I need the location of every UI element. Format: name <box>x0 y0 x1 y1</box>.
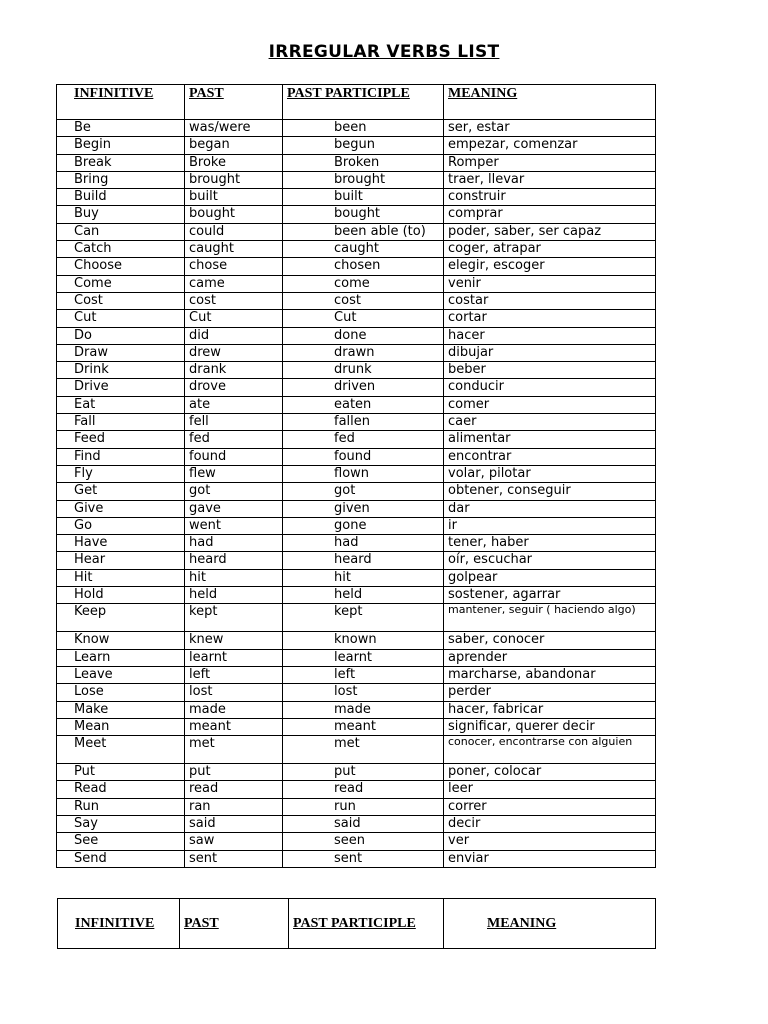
past-cell: came <box>185 275 283 292</box>
infinitive-cell: Put <box>57 764 185 781</box>
meaning-cell: ser, estar <box>444 120 656 137</box>
infinitive-cell: Eat <box>57 396 185 413</box>
page-title: IRREGULAR VERBS LIST <box>268 42 500 62</box>
meaning-cell: obtener, conseguir <box>444 483 656 500</box>
infinitive-cell: Fly <box>57 465 185 482</box>
table-header-row <box>57 85 656 120</box>
past-participle-cell: begun <box>283 137 444 154</box>
second-verbs-table-header <box>57 898 656 949</box>
meaning-cell: hacer <box>444 327 656 344</box>
past-cell: had <box>185 535 283 552</box>
past-cell: chose <box>185 258 283 275</box>
meaning-cell: caer <box>444 414 656 431</box>
table-row <box>57 292 656 309</box>
past-cell: knew <box>185 632 283 649</box>
infinitive-cell: Can <box>57 223 185 240</box>
meaning-cell: golpear <box>444 569 656 586</box>
past-participle-cell: been <box>283 120 444 137</box>
infinitive-cell: Catch <box>57 241 185 258</box>
table-row <box>57 517 656 534</box>
second-header-meaning: MEANING <box>444 899 656 949</box>
past-participle-cell: held <box>283 587 444 604</box>
infinitive-cell: Cut <box>57 310 185 327</box>
meaning-cell: cortar <box>444 310 656 327</box>
meaning-cell: saber, conocer <box>444 632 656 649</box>
past-participle-cell: put <box>283 764 444 781</box>
meaning-cell: poder, saber, ser capaz <box>444 223 656 240</box>
infinitive-cell: Meet <box>57 736 185 764</box>
table-row <box>57 552 656 569</box>
infinitive-cell: Build <box>57 189 185 206</box>
past-cell: said <box>185 815 283 832</box>
table-row <box>57 569 656 586</box>
past-participle-cell: meant <box>283 718 444 735</box>
infinitive-cell: Begin <box>57 137 185 154</box>
table-row <box>57 171 656 188</box>
past-participle-cell: brought <box>283 171 444 188</box>
infinitive-cell: Find <box>57 448 185 465</box>
table-row <box>57 137 656 154</box>
infinitive-cell: Hit <box>57 569 185 586</box>
table-row <box>57 120 656 137</box>
past-participle-cell: lost <box>283 684 444 701</box>
infinitive-cell: Be <box>57 120 185 137</box>
infinitive-cell: Feed <box>57 431 185 448</box>
past-cell: ate <box>185 396 283 413</box>
past-cell: learnt <box>185 649 283 666</box>
past-cell: began <box>185 137 283 154</box>
past-cell: caught <box>185 241 283 258</box>
meaning-cell: construir <box>444 189 656 206</box>
table-row <box>57 701 656 718</box>
meaning-cell: correr <box>444 798 656 815</box>
past-cell: could <box>185 223 283 240</box>
past-participle-cell: got <box>283 483 444 500</box>
past-cell: cost <box>185 292 283 309</box>
infinitive-cell: Do <box>57 327 185 344</box>
table-row <box>57 275 656 292</box>
infinitive-cell: See <box>57 833 185 850</box>
table-row <box>57 632 656 649</box>
infinitive-cell: Say <box>57 815 185 832</box>
infinitive-cell: Bring <box>57 171 185 188</box>
table-row <box>57 258 656 275</box>
meaning-cell: beber <box>444 362 656 379</box>
past-cell: kept <box>185 604 283 632</box>
meaning-cell: leer <box>444 781 656 798</box>
meaning-cell: alimentar <box>444 431 656 448</box>
header-meaning: MEANING <box>444 85 656 120</box>
past-participle-cell: built <box>283 189 444 206</box>
infinitive-cell: Have <box>57 535 185 552</box>
past-participle-cell: kept <box>283 604 444 632</box>
table-row <box>57 154 656 171</box>
meaning-cell: costar <box>444 292 656 309</box>
past-participle-cell: seen <box>283 833 444 850</box>
table-row <box>57 362 656 379</box>
meaning-cell: ver <box>444 833 656 850</box>
meaning-cell: dibujar <box>444 344 656 361</box>
header-past-participle: PAST PARTICIPLE <box>283 85 444 120</box>
table-row <box>57 798 656 815</box>
meaning-cell: tener, haber <box>444 535 656 552</box>
past-cell: brought <box>185 171 283 188</box>
meaning-cell: mantener, seguir ( haciendo algo) <box>444 604 656 632</box>
infinitive-cell: Run <box>57 798 185 815</box>
meaning-cell: coger, atrapar <box>444 241 656 258</box>
meaning-cell: decir <box>444 815 656 832</box>
past-participle-cell: Cut <box>283 310 444 327</box>
table-row <box>57 666 656 683</box>
past-cell: flew <box>185 465 283 482</box>
infinitive-cell: Buy <box>57 206 185 223</box>
table-row <box>57 189 656 206</box>
meaning-cell: perder <box>444 684 656 701</box>
table-row <box>57 448 656 465</box>
table-row <box>57 223 656 240</box>
infinitive-cell: Draw <box>57 344 185 361</box>
second-header-infinitive: INFINITIVE <box>58 899 180 949</box>
past-cell: met <box>185 736 283 764</box>
table-row <box>57 850 656 867</box>
infinitive-cell: Leave <box>57 666 185 683</box>
table-row <box>57 396 656 413</box>
past-participle-cell: sent <box>283 850 444 867</box>
meaning-cell: comprar <box>444 206 656 223</box>
past-cell: gave <box>185 500 283 517</box>
infinitive-cell: Drink <box>57 362 185 379</box>
table-row <box>57 414 656 431</box>
irregular-verbs-table <box>56 84 656 868</box>
infinitive-cell: Give <box>57 500 185 517</box>
past-cell: hit <box>185 569 283 586</box>
table-row <box>57 535 656 552</box>
header-infinitive: INFINITIVE <box>57 85 185 120</box>
header-past: PAST <box>185 85 283 120</box>
table-row <box>57 718 656 735</box>
infinitive-cell: Cost <box>57 292 185 309</box>
past-participle-cell: had <box>283 535 444 552</box>
infinitive-cell: Fall <box>57 414 185 431</box>
infinitive-cell: Keep <box>57 604 185 632</box>
past-participle-cell: read <box>283 781 444 798</box>
meaning-cell: marcharse, abandonar <box>444 666 656 683</box>
past-participle-cell: run <box>283 798 444 815</box>
infinitive-cell: Know <box>57 632 185 649</box>
past-participle-cell: heard <box>283 552 444 569</box>
infinitive-cell: Learn <box>57 649 185 666</box>
meaning-cell: dar <box>444 500 656 517</box>
infinitive-cell: Send <box>57 850 185 867</box>
infinitive-cell: Drive <box>57 379 185 396</box>
infinitive-cell: Get <box>57 483 185 500</box>
meaning-cell: traer, llevar <box>444 171 656 188</box>
past-cell: read <box>185 781 283 798</box>
table-row <box>57 465 656 482</box>
second-table-header-row <box>58 899 656 949</box>
past-participle-cell: Broken <box>283 154 444 171</box>
infinitive-cell: Mean <box>57 718 185 735</box>
past-participle-cell: flown <box>283 465 444 482</box>
past-participle-cell: drawn <box>283 344 444 361</box>
past-participle-cell: driven <box>283 379 444 396</box>
past-participle-cell: fallen <box>283 414 444 431</box>
past-cell: heard <box>185 552 283 569</box>
past-participle-cell: hit <box>283 569 444 586</box>
table-row <box>57 241 656 258</box>
past-participle-cell: been able (to) <box>283 223 444 240</box>
past-cell: meant <box>185 718 283 735</box>
table-row <box>57 500 656 517</box>
meaning-cell: elegir, escoger <box>444 258 656 275</box>
meaning-cell: hacer, fabricar <box>444 701 656 718</box>
past-cell: held <box>185 587 283 604</box>
past-cell: put <box>185 764 283 781</box>
past-participle-cell: come <box>283 275 444 292</box>
past-cell: sent <box>185 850 283 867</box>
past-participle-cell: gone <box>283 517 444 534</box>
infinitive-cell: Go <box>57 517 185 534</box>
infinitive-cell: Come <box>57 275 185 292</box>
past-cell: built <box>185 189 283 206</box>
infinitive-cell: Read <box>57 781 185 798</box>
past-participle-cell: fed <box>283 431 444 448</box>
past-cell: went <box>185 517 283 534</box>
meaning-cell: significar, querer decir <box>444 718 656 735</box>
infinitive-cell: Make <box>57 701 185 718</box>
past-cell: did <box>185 327 283 344</box>
past-participle-cell: done <box>283 327 444 344</box>
past-participle-cell: found <box>283 448 444 465</box>
infinitive-cell: Choose <box>57 258 185 275</box>
table-row <box>57 764 656 781</box>
second-header-past-participle: PAST PARTICIPLE <box>289 899 444 949</box>
meaning-cell: venir <box>444 275 656 292</box>
table-row <box>57 327 656 344</box>
past-participle-cell: given <box>283 500 444 517</box>
table-row <box>57 781 656 798</box>
table-row <box>57 206 656 223</box>
table-body <box>57 120 656 868</box>
table-row <box>57 684 656 701</box>
past-cell: found <box>185 448 283 465</box>
infinitive-cell: Lose <box>57 684 185 701</box>
past-cell: drove <box>185 379 283 396</box>
infinitive-cell: Hear <box>57 552 185 569</box>
past-participle-cell: bought <box>283 206 444 223</box>
past-participle-cell: eaten <box>283 396 444 413</box>
table-row <box>57 736 656 764</box>
past-cell: was/were <box>185 120 283 137</box>
past-participle-cell: caught <box>283 241 444 258</box>
meaning-cell: conducir <box>444 379 656 396</box>
past-participle-cell: said <box>283 815 444 832</box>
past-cell: bought <box>185 206 283 223</box>
meaning-cell: aprender <box>444 649 656 666</box>
meaning-cell: sostener, agarrar <box>444 587 656 604</box>
meaning-cell: ir <box>444 517 656 534</box>
past-cell: left <box>185 666 283 683</box>
past-participle-cell: learnt <box>283 649 444 666</box>
table-row <box>57 587 656 604</box>
table-row <box>57 344 656 361</box>
past-cell: Cut <box>185 310 283 327</box>
table-row <box>57 604 656 632</box>
past-participle-cell: left <box>283 666 444 683</box>
past-cell: made <box>185 701 283 718</box>
past-participle-cell: met <box>283 736 444 764</box>
table-row <box>57 310 656 327</box>
past-cell: got <box>185 483 283 500</box>
past-cell: fell <box>185 414 283 431</box>
meaning-cell: empezar, comenzar <box>444 137 656 154</box>
meaning-cell: oír, escuchar <box>444 552 656 569</box>
past-cell: fed <box>185 431 283 448</box>
meaning-cell: conocer, encontrarse con alguien <box>444 736 656 764</box>
past-participle-cell: chosen <box>283 258 444 275</box>
past-cell: Broke <box>185 154 283 171</box>
past-participle-cell: made <box>283 701 444 718</box>
second-header-past: PAST <box>180 899 289 949</box>
past-participle-cell: cost <box>283 292 444 309</box>
past-cell: drew <box>185 344 283 361</box>
past-cell: drank <box>185 362 283 379</box>
past-cell: saw <box>185 833 283 850</box>
meaning-cell: Romper <box>444 154 656 171</box>
meaning-cell: enviar <box>444 850 656 867</box>
past-participle-cell: known <box>283 632 444 649</box>
table-row <box>57 815 656 832</box>
infinitive-cell: Hold <box>57 587 185 604</box>
infinitive-cell: Break <box>57 154 185 171</box>
meaning-cell: encontrar <box>444 448 656 465</box>
table-row <box>57 483 656 500</box>
meaning-cell: poner, colocar <box>444 764 656 781</box>
table-row <box>57 379 656 396</box>
past-participle-cell: drunk <box>283 362 444 379</box>
meaning-cell: comer <box>444 396 656 413</box>
past-cell: lost <box>185 684 283 701</box>
table-row <box>57 833 656 850</box>
past-cell: ran <box>185 798 283 815</box>
meaning-cell: volar, pilotar <box>444 465 656 482</box>
table-row <box>57 431 656 448</box>
table-row <box>57 649 656 666</box>
